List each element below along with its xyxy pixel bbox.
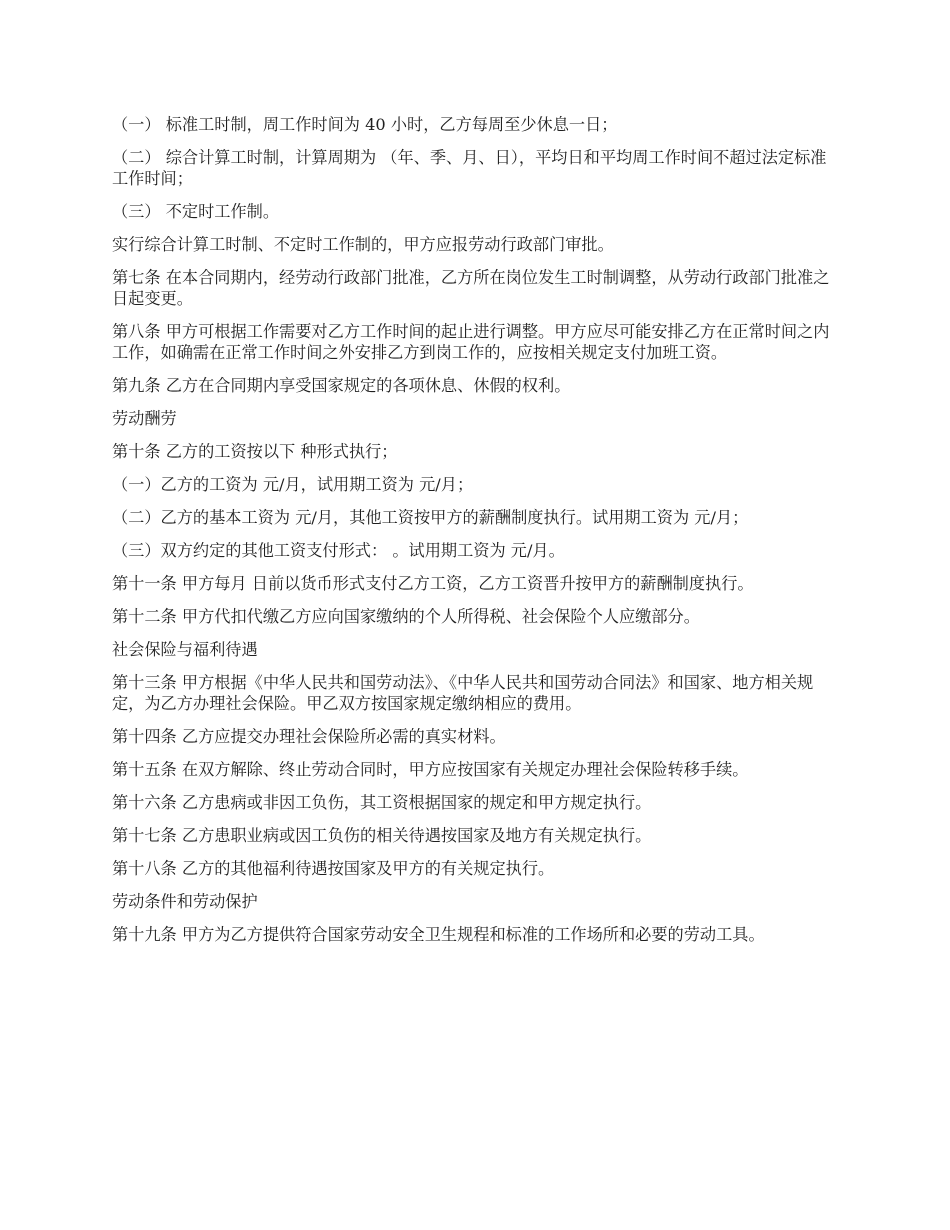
section-heading-social-insurance: 社会保险与福利待遇 [112,640,258,659]
paragraph-article-8: 第八条 甲方可根据工作需要对乙方工作时间的起止进行调整。甲方应尽可能安排乙方在正常时间之内工作，如确需在正常工作时间之外安排乙方到岗工作的，应按相关规定支付加班工资。 [112,322,830,362]
paragraph-article-18: 第十八条 乙方的其他福利待遇按国家及甲方的有关规定执行。 [112,859,555,878]
paragraph-article-7: 第七条 在本合同期内，经劳动行政部门批准，乙方所在岗位发生工时制调整，从劳动行政部门批准之日起变更。 [112,268,830,308]
section-heading-labor-protection: 劳动条件和劳动保护 [112,892,258,911]
paragraph-approval-note: 实行综合计算工时制、不定时工作制的，甲方应报劳动行政部门审批。 [112,235,614,254]
paragraph-article-17: 第十七条 乙方患职业病或因工负伤的相关待遇按国家及地方有关规定执行。 [112,826,652,845]
paragraph-working-hours-comprehensive: （二） 综合计算工时制，计算周期为 （年、季、月、日），平均日和平均周工作时间不超过法定标准工作时间； [112,148,827,188]
paragraph-wage-option-3: （三）双方约定的其他工资支付形式： 。试用期工资为 元/月。 [112,541,565,560]
paragraph-working-hours-standard: （一） 标准工时制，周工作时间为 40 小时，乙方每周至少休息一日； [112,115,618,134]
paragraph-article-10: 第十条 乙方的工资按以下 种形式执行； [112,442,398,461]
paragraph-working-hours-flexible: （三） 不定时工作制。 [112,202,280,221]
paragraph-article-16: 第十六条 乙方患病或非因工负伤，其工资根据国家的规定和甲方规定执行。 [112,793,652,812]
paragraph-article-12: 第十二条 甲方代扣代缴乙方应向国家缴纳的个人所得税、社会保险个人应缴部分。 [112,607,700,626]
document-page [112,114,842,957]
paragraph-wage-option-2: （二）乙方的基本工资为 元/月，其他工资按甲方的薪酬制度执行。试用期工资为 元/月； [112,508,749,527]
paragraph-article-9: 第九条 乙方在合同期内享受国家规定的各项休息、休假的权利。 [112,376,571,395]
paragraph-article-13: 第十三条 甲方根据《中华人民共和国劳动法》、《中华人民共和国劳动合同法》和国家、地方相关规定，为乙方办理社会保险。甲乙双方按国家规定缴纳相应的费用。 [112,673,814,713]
paragraph-wage-option-1: （一）乙方的工资为 元/月，试用期工资为 元/月； [112,475,474,494]
paragraph-article-14: 第十四条 乙方应提交办理社会保险所必需的真实材料。 [112,727,506,746]
section-heading-remuneration: 劳动酬劳 [112,409,177,428]
paragraph-article-11: 第十一条 甲方每月 日前以货币形式支付乙方工资，乙方工资晋升按甲方的薪酬制度执行。 [112,574,754,593]
paragraph-article-19: 第十九条 甲方为乙方提供符合国家劳动安全卫生规程和标准的工作场所和必要的劳动工具。 [112,925,765,944]
paragraph-article-15: 第十五条 在双方解除、终止劳动合同时，甲方应按国家有关规定办理社会保险转移手续。 [112,760,749,779]
